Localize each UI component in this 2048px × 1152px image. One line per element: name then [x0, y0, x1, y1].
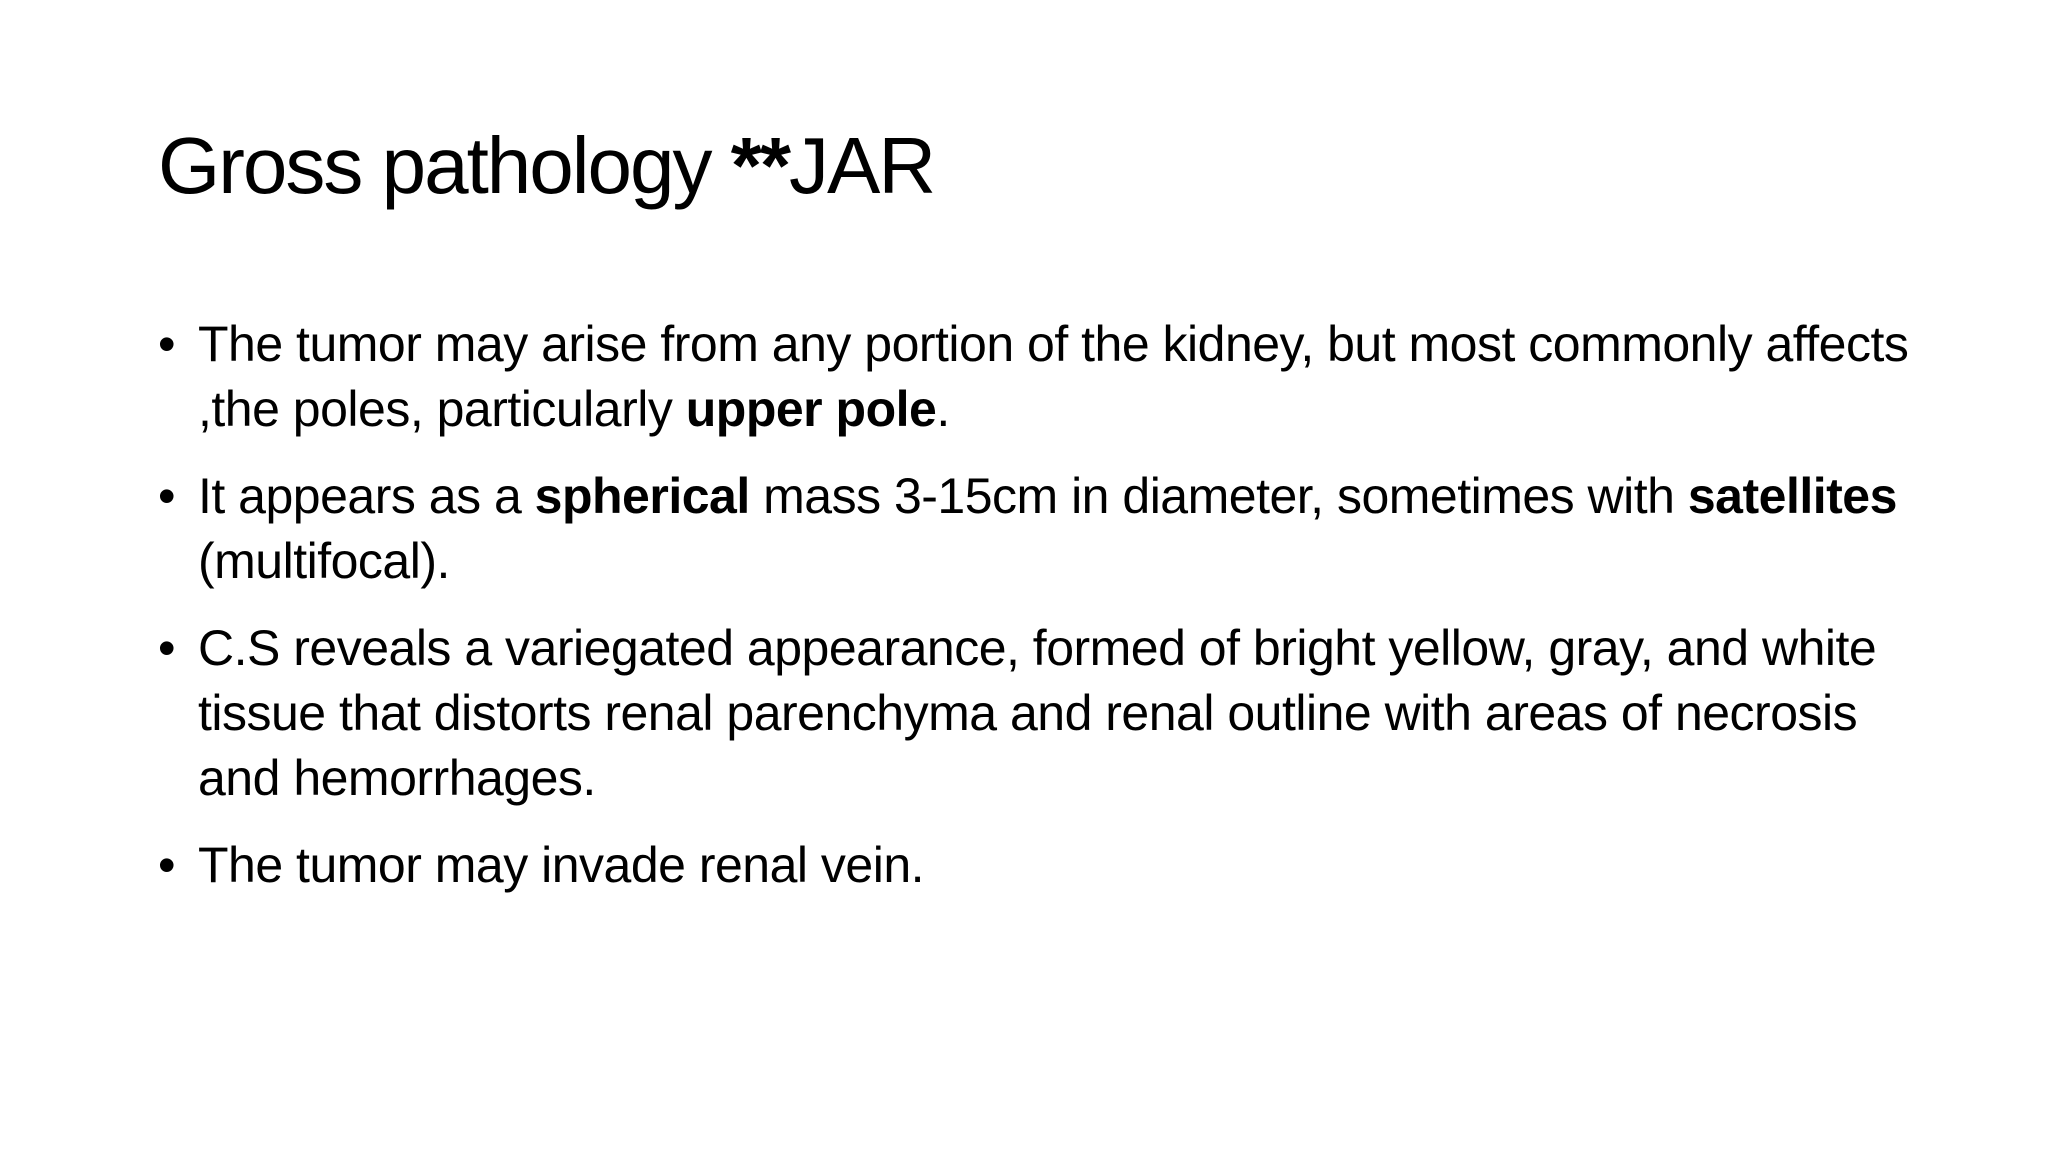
bullet-item-location [158, 312, 1918, 442]
bullet-list [158, 312, 1918, 920]
slide-title [158, 118, 934, 214]
title-text: Gross pathology [158, 121, 731, 210]
bullet-emphasis: upper pole [685, 381, 937, 437]
bullet-text-segment: It appears as a [198, 468, 535, 524]
bullet-text [198, 620, 1876, 806]
bullet-text-segment: (multifocal). [198, 533, 450, 589]
bullet-item-appearance [158, 464, 1918, 594]
bullet-icon: • [158, 837, 176, 893]
bullet-text-segment: The tumor may arise from any portion of the kidney, but most commonly affects ,the poles, particularly [198, 316, 1909, 437]
bullet-icon: • [158, 620, 176, 676]
bullet-text [198, 468, 1897, 589]
bullet-item-invasion [158, 833, 1918, 898]
bullet-icon: • [158, 316, 176, 372]
bullet-text [198, 837, 924, 893]
bullet-text [198, 316, 1908, 437]
bullet-text-segment: mass 3-15cm in diameter, sometimes with [749, 468, 1688, 524]
bullet-emphasis: satellites [1687, 468, 1897, 524]
title-asterisks: ** [730, 121, 790, 210]
bullet-text-segment: . [936, 381, 950, 437]
bullet-text-segment: The tumor may invade renal vein. [198, 837, 925, 893]
bullet-icon: • [158, 468, 176, 524]
bullet-item-cut-surface [158, 616, 1918, 811]
bullet-emphasis: spherical [534, 468, 750, 524]
title-suffix: JAR [789, 121, 935, 210]
bullet-text-segment: C.S reveals a variegated appearance, formed of bright yellow, gray, and white tissue that distorts renal parenchyma and renal outline with areas of necrosis and hemorrhages. [198, 620, 1877, 806]
